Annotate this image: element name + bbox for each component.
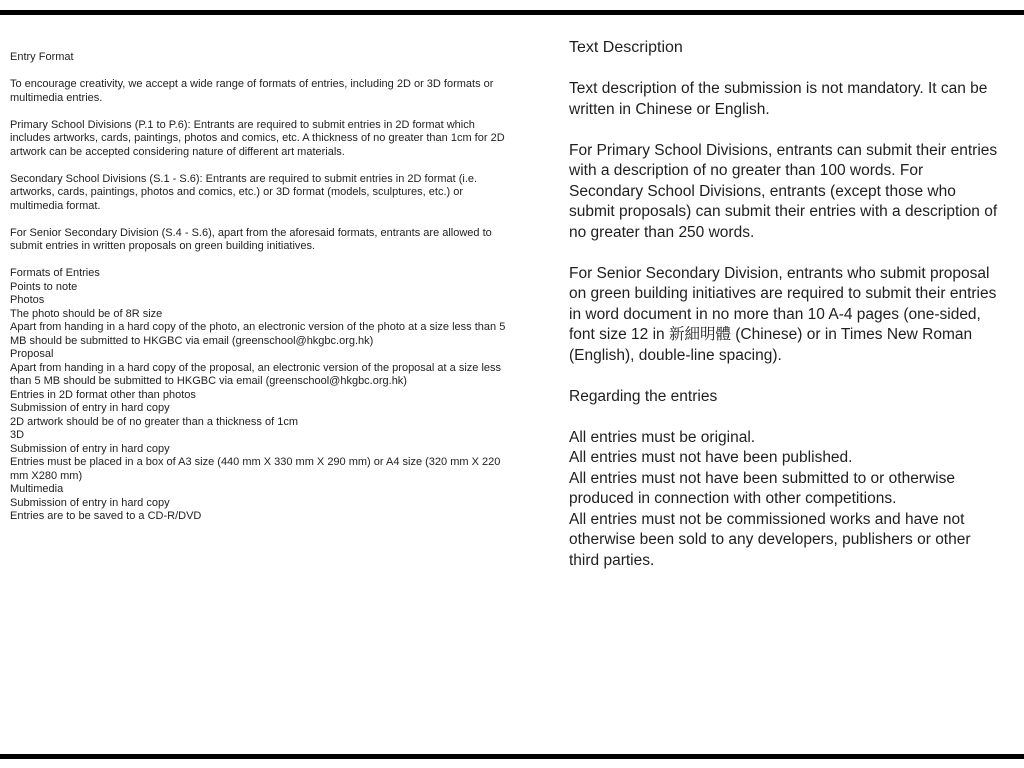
list-line: Submission of entry in hard copy (10, 496, 170, 509)
paragraph: Secondary School Divisions (S.1 - S.6): Entrants are required to submit entries in 2D format (i.e. artworks, cards, paintings, photos and comics, etc.) or 3D format (models, sculptures, etc.) or multimedia format. (10, 172, 478, 212)
rules-list (569, 428, 999, 572)
paragraph: For Senior Secondary Division, entrants who submit proposal on green building initiatives are required to submit their entries in word document in no more than 10 A-4 pages (one-sided, font size 12 in 新細明體 (Chinese) or in Times New Roman (English), double-line spacing). (569, 264, 997, 364)
list-line: Formats of Entries (10, 267, 100, 279)
paragraph: To encourage creativity, we accept a wide range of formats of entries, including 2D or 3D formats or multimedia entries. (10, 78, 494, 104)
paragraph: For Primary School Divisions, entrants can submit their entries with a description of no greater than 100 words. For Secondary School Divisions, entrants (except those who submit proposals) can submit their entries with a description of no greater than 250 words. (569, 141, 998, 241)
top-divider-bar (0, 10, 1024, 15)
paragraph: Primary School Divisions (P.1 to P.6): Entrants are required to submit entries in 2D format which includes artworks, cards, paintings, photos and comics, etc. A thickness of no greater than 1cm for 2D artwork can be accepted considering nature of different art materials. (10, 118, 505, 158)
paragraph: Text description of the submission is not mandatory. It can be written in Chinese or English. (569, 80, 988, 118)
right-column-title: Text Description (569, 39, 683, 56)
left-column (10, 51, 514, 524)
list-line: Multimedia (10, 483, 64, 495)
left-column-title: Entry Format (10, 51, 74, 63)
right-column (569, 38, 999, 571)
paragraph: For Senior Secondary Division (S.4 - S.6), apart from the aforesaid formats, entrants are allowed to submit entries in written proposals on green building initiatives. (10, 226, 492, 252)
rule-line: All entries must not have been submitted to or otherwise produced in connection with other competitions. (569, 469, 955, 507)
list-line: Proposal (10, 348, 54, 360)
list-line: 3D (10, 429, 25, 441)
formats-list (10, 267, 514, 524)
bottom-divider-bar (0, 754, 1024, 759)
list-line: The photo should be of 8R size (10, 307, 163, 320)
rule-line: All entries must not have been published. (569, 449, 853, 466)
list-line: Entries are to be saved to a CD-R/DVD (10, 510, 202, 522)
list-line: Apart from handing in a hard copy of the photo, an electronic version of the photo at a size less than 5 MB should be submitted to HKGBC via email (greenschool@hkgbc.org.hk) (10, 321, 506, 347)
list-line: 2D artwork should be of no greater than a thickness of 1cm (10, 415, 298, 428)
list-line: Submission of entry in hard copy (10, 402, 170, 414)
subheading: Regarding the entries (569, 387, 718, 405)
rule-line: All entries must be original. (569, 428, 756, 446)
list-line: Submission of entry in hard copy (10, 442, 170, 455)
list-line: Points to note (10, 280, 78, 293)
list-line: Apart from handing in a hard copy of the proposal, an electronic version of the proposal at a size less than 5 MB should be submitted to HKGBC via email (greenschool@hkgbc.org.hk) (10, 361, 502, 387)
list-line: Photos (10, 294, 45, 306)
list-line: Entries in 2D format other than photos (10, 388, 196, 401)
rule-line: All entries must not be commissioned works and have not otherwise been sold to any developers, publishers or other third parties. (569, 510, 971, 569)
list-line: Entries must be placed in a box of A3 size (440 mm X 330 mm X 290 mm) or A4 size (320 mm X 220 mm X280 mm) (10, 456, 501, 482)
